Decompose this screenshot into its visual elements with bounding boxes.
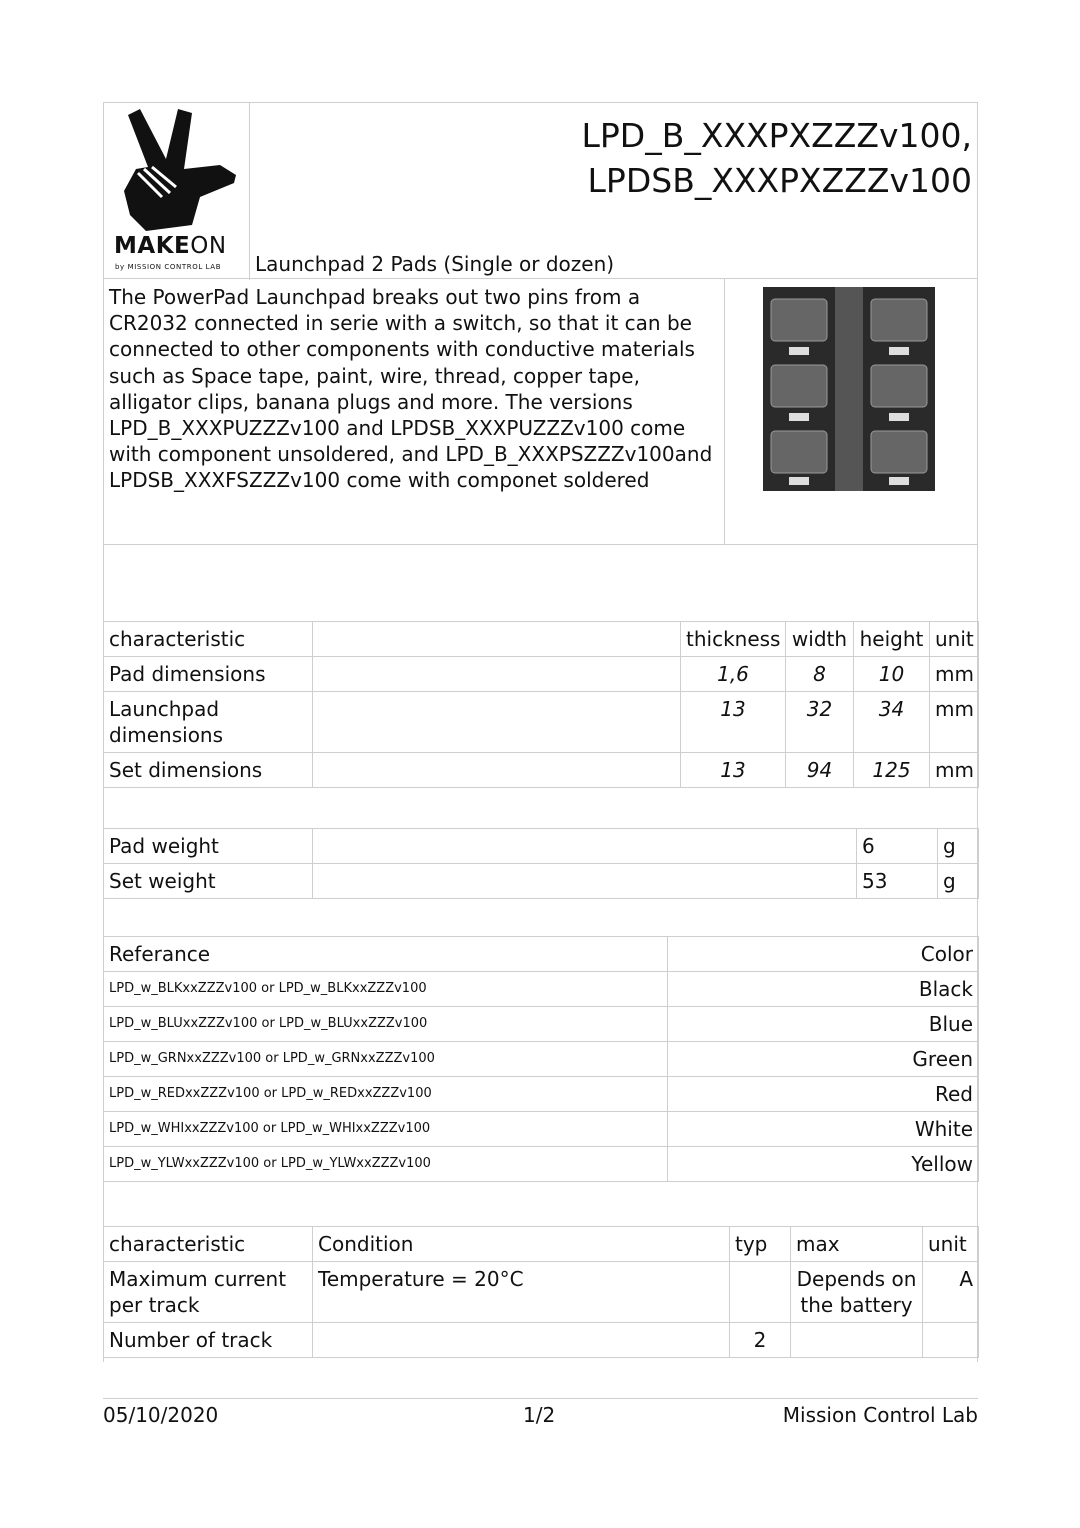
table-header-row: characteristic Condition typ max unit — [104, 1227, 979, 1262]
description-text: The PowerPad Launchpad breaks out two pins from a CR2032 connected in serie with a switch, so that it can be connected to other components with conductive materials such as Space tape, paint, wire, thread, copper tape, alligator clips, banana plugs and more. The versions LPD_B_XXXPUZZZv100 and LPDSB_XXXPUZZZv100 come with component unsoldered, and LPD_B_XXXPSZZZv100and LPDSB_XXXFSZZZv100 come with componet soldered — [104, 279, 725, 544]
table-row: Launchpad dimensions 13 32 34 mm — [104, 692, 979, 753]
spacer-1 — [103, 545, 978, 622]
reference-table — [103, 936, 979, 1182]
header-text — [250, 103, 977, 278]
electrical-table — [103, 1226, 979, 1358]
brand-sub: by MISSION CONTROL LAB — [115, 263, 222, 271]
footer-page-number: 1/2 — [523, 1403, 556, 1427]
product-subtitle: Launchpad 2 Pads (Single or dozen) — [255, 252, 615, 276]
product-image — [725, 279, 977, 544]
table-row: Set dimensions 13 94 125 mm — [104, 753, 979, 788]
spacer-4 — [103, 1190, 978, 1227]
footer-date: 05/10/2020 — [103, 1403, 219, 1427]
table-row: LPD_w_REDxxZZZv100 or LPD_w_REDxxZZZv100 Red — [104, 1077, 979, 1112]
table-header-row: characteristic thickness width height unit — [104, 622, 979, 657]
spacer-2 — [103, 792, 978, 829]
spacer-3 — [103, 900, 978, 937]
table-row: Pad weight 6 g — [104, 829, 979, 864]
dimensions-table — [103, 621, 979, 788]
table-row: Pad dimensions 1,6 8 10 mm — [104, 657, 979, 692]
table-row: Set weight 53 g — [104, 864, 979, 899]
footer-company: Mission Control Lab — [782, 1403, 978, 1427]
table-row: Number of track 2 — [104, 1323, 979, 1358]
table-row: LPD_w_BLUxxZZZv100 or LPD_w_BLUxxZZZv100 Blue — [104, 1007, 979, 1042]
weight-table — [103, 828, 979, 899]
description-section — [103, 279, 978, 545]
table-row: LPD_w_GRNxxZZZv100 or LPD_w_GRNxxZZZv100 Green — [104, 1042, 979, 1077]
table-row: LPD_w_BLKxxZZZv100 or LPD_w_BLKxxZZZv100 Black — [104, 972, 979, 1007]
table-row: Maximum current per track Temperature = 20°C Depends on the battery A — [104, 1262, 979, 1323]
table-row: LPD_w_YLWxxZZZv100 or LPD_w_YLWxxZZZv100 Yellow — [104, 1147, 979, 1182]
product-title: LPD_B_XXXPXZZZv100, LPDSB_XXXPXZZZv100 — [581, 116, 972, 200]
brand-name: MAKEON — [114, 233, 227, 259]
hand-logo-icon — [122, 107, 237, 232]
makeon-logo — [104, 103, 250, 280]
table-header-row: Referance Color — [104, 937, 979, 972]
page-footer — [103, 1398, 978, 1429]
header — [103, 102, 978, 279]
table-row: LPD_w_WHIxxZZZv100 or LPD_w_WHIxxZZZv100 White — [104, 1112, 979, 1147]
launchpad-board-image — [761, 285, 937, 493]
